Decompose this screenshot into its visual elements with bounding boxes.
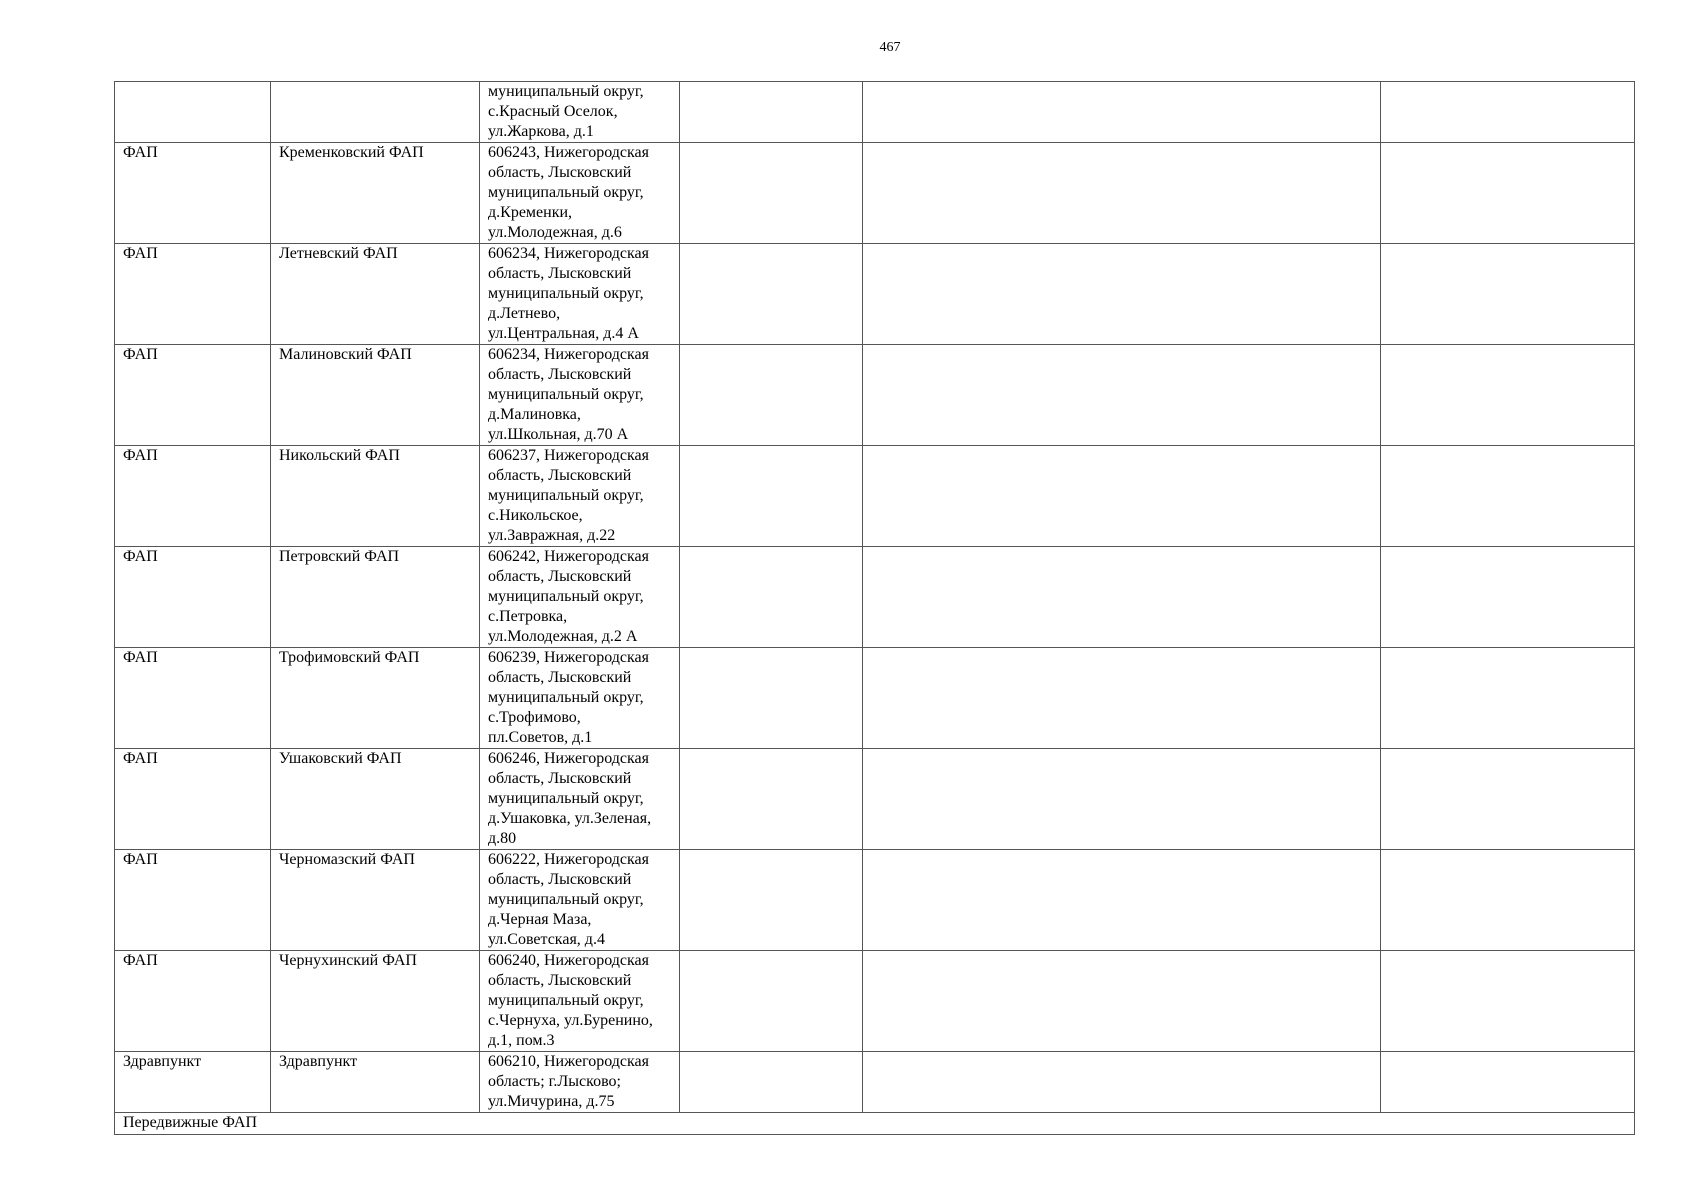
address-line: 606239, Нижегородская	[488, 649, 649, 666]
empty-cell	[1381, 446, 1635, 547]
address-line: муниципальный округ,	[488, 588, 644, 605]
facility-type-cell: ФАП	[115, 648, 271, 749]
facility-type-cell: ФАП	[115, 244, 271, 345]
address-line: пл.Советов, д.1	[488, 729, 593, 746]
address-line: 606240, Нижегородская	[488, 952, 649, 969]
address-line: 606237, Нижегородская	[488, 447, 649, 464]
empty-cell	[1381, 345, 1635, 446]
address-line: муниципальный округ,	[488, 689, 644, 706]
address-line: область, Лысковский	[488, 568, 632, 585]
address-line: 606243, Нижегородская	[488, 144, 649, 161]
empty-cell	[863, 951, 1381, 1052]
facility-name-cell: Кременковский ФАП	[271, 143, 480, 244]
table-row	[115, 244, 1635, 345]
facility-type-cell: ФАП	[115, 143, 271, 244]
address-line: муниципальный округ,	[488, 992, 644, 1009]
address-line: область, Лысковский	[488, 770, 632, 787]
address-line: с.Трофимово,	[488, 709, 581, 726]
address-line: 606234, Нижегородская	[488, 346, 649, 363]
address-line: ул.Молодежная, д.6	[488, 224, 622, 241]
address-line: с.Красный Оселок,	[488, 103, 618, 120]
address-line: с.Никольское,	[488, 507, 583, 524]
facility-address-cell	[480, 547, 680, 648]
empty-cell	[1381, 850, 1635, 951]
facility-type-cell: Здравпункт	[115, 1052, 271, 1113]
facility-address-cell	[480, 446, 680, 547]
address-line: муниципальный округ,	[488, 184, 644, 201]
address-line: муниципальный округ,	[488, 891, 644, 908]
facility-address-cell	[480, 951, 680, 1052]
empty-cell	[680, 749, 863, 850]
facility-name-cell: Летневский ФАП	[271, 244, 480, 345]
address-line: муниципальный округ,	[488, 790, 644, 807]
facility-type-cell: ФАП	[115, 749, 271, 850]
facility-address-cell	[480, 1052, 680, 1113]
facility-name-cell: Ушаковский ФАП	[271, 749, 480, 850]
address-line: д.Ушаковка, ул.Зеленая,	[488, 810, 652, 827]
empty-cell	[1381, 143, 1635, 244]
address-line: область, Лысковский	[488, 164, 632, 181]
address-line: область, Лысковский	[488, 366, 632, 383]
address-line: д.Малиновка,	[488, 406, 581, 423]
address-line: область, Лысковский	[488, 467, 632, 484]
facility-type-cell: ФАП	[115, 547, 271, 648]
address-line: область, Лысковский	[488, 972, 632, 989]
empty-cell	[863, 446, 1381, 547]
empty-cell	[863, 749, 1381, 850]
facility-name-cell: Малиновский ФАП	[271, 345, 480, 446]
facilities-table	[114, 81, 1635, 1135]
facility-name-cell: Трофимовский ФАП	[271, 648, 480, 749]
address-line: д.Черная Маза,	[488, 911, 592, 928]
empty-cell	[680, 244, 863, 345]
address-line: ул.Молодежная, д.2 А	[488, 628, 638, 645]
facility-address-cell	[480, 648, 680, 749]
facility-type-cell: ФАП	[115, 951, 271, 1052]
address-line: ул.Школьная, д.70 А	[488, 426, 629, 443]
empty-cell	[1381, 547, 1635, 648]
address-line: муниципальный округ,	[488, 386, 644, 403]
facility-address-cell	[480, 749, 680, 850]
empty-cell	[863, 244, 1381, 345]
address-line: д.1, пом.3	[488, 1032, 555, 1049]
address-line: 606222, Нижегородская	[488, 851, 649, 868]
empty-cell	[863, 850, 1381, 951]
facility-name-cell: Черномазский ФАП	[271, 850, 480, 951]
facility-address-cell	[480, 82, 680, 143]
facility-type-cell: ФАП	[115, 446, 271, 547]
address-line: область, Лысковский	[488, 871, 632, 888]
facility-name-cell	[271, 82, 480, 143]
address-line: область, Лысковский	[488, 265, 632, 282]
table-row	[115, 749, 1635, 850]
address-line: с.Петровка,	[488, 608, 568, 625]
address-line: 606242, Нижегородская	[488, 548, 649, 565]
section-row	[115, 1113, 1635, 1135]
facility-name-cell: Чернухинский ФАП	[271, 951, 480, 1052]
address-line: ул.Жаркова, д.1	[488, 123, 594, 140]
address-line: муниципальный округ,	[488, 487, 644, 504]
facility-name-cell: Здравпункт	[271, 1052, 480, 1113]
table-row	[115, 1052, 1635, 1113]
facility-address-cell	[480, 143, 680, 244]
empty-cell	[1381, 82, 1635, 143]
empty-cell	[680, 951, 863, 1052]
address-line: ул.Завражная, д.22	[488, 527, 616, 544]
empty-cell	[680, 1052, 863, 1113]
section-heading: Передвижные ФАП	[115, 1113, 1635, 1135]
table-row	[115, 446, 1635, 547]
address-line: муниципальный округ,	[488, 285, 644, 302]
address-line: муниципальный округ,	[488, 83, 644, 100]
table-row	[115, 82, 1635, 143]
table-row	[115, 951, 1635, 1052]
table-row	[115, 547, 1635, 648]
address-line: область; г.Лысково;	[488, 1073, 621, 1090]
address-line: д.Летнево,	[488, 305, 561, 322]
address-line: д.80	[488, 830, 517, 847]
empty-cell	[680, 850, 863, 951]
address-line: 606210, Нижегородская	[488, 1053, 649, 1070]
empty-cell	[680, 648, 863, 749]
facility-name-cell: Никольский ФАП	[271, 446, 480, 547]
page-number: 467	[879, 40, 901, 55]
table-body	[115, 82, 1635, 1135]
address-line: д.Кременки,	[488, 204, 573, 221]
empty-cell	[680, 82, 863, 143]
empty-cell	[863, 143, 1381, 244]
facility-type-cell: ФАП	[115, 850, 271, 951]
facility-address-cell	[480, 244, 680, 345]
address-line: ул.Центральная, д.4 А	[488, 325, 639, 342]
empty-cell	[1381, 951, 1635, 1052]
address-line: с.Чернуха, ул.Буренино,	[488, 1012, 653, 1029]
empty-cell	[1381, 244, 1635, 345]
table-row	[115, 345, 1635, 446]
empty-cell	[863, 345, 1381, 446]
empty-cell	[680, 345, 863, 446]
empty-cell	[680, 446, 863, 547]
facility-name-cell: Петровский ФАП	[271, 547, 480, 648]
address-line: ул.Советская, д.4	[488, 931, 605, 948]
empty-cell	[863, 648, 1381, 749]
empty-cell	[1381, 1052, 1635, 1113]
empty-cell	[863, 82, 1381, 143]
empty-cell	[680, 143, 863, 244]
table-row	[115, 143, 1635, 244]
empty-cell	[1381, 648, 1635, 749]
address-line: ул.Мичурина, д.75	[488, 1093, 615, 1110]
facility-type-cell	[115, 82, 271, 143]
table-row	[115, 648, 1635, 749]
empty-cell	[863, 1052, 1381, 1113]
empty-cell	[863, 547, 1381, 648]
address-line: 606234, Нижегородская	[488, 245, 649, 262]
empty-cell	[680, 547, 863, 648]
facility-address-cell	[480, 345, 680, 446]
facility-type-cell: ФАП	[115, 345, 271, 446]
empty-cell	[1381, 749, 1635, 850]
facility-address-cell	[480, 850, 680, 951]
address-line: область, Лысковский	[488, 669, 632, 686]
table-row	[115, 850, 1635, 951]
address-line: 606246, Нижегородская	[488, 750, 649, 767]
